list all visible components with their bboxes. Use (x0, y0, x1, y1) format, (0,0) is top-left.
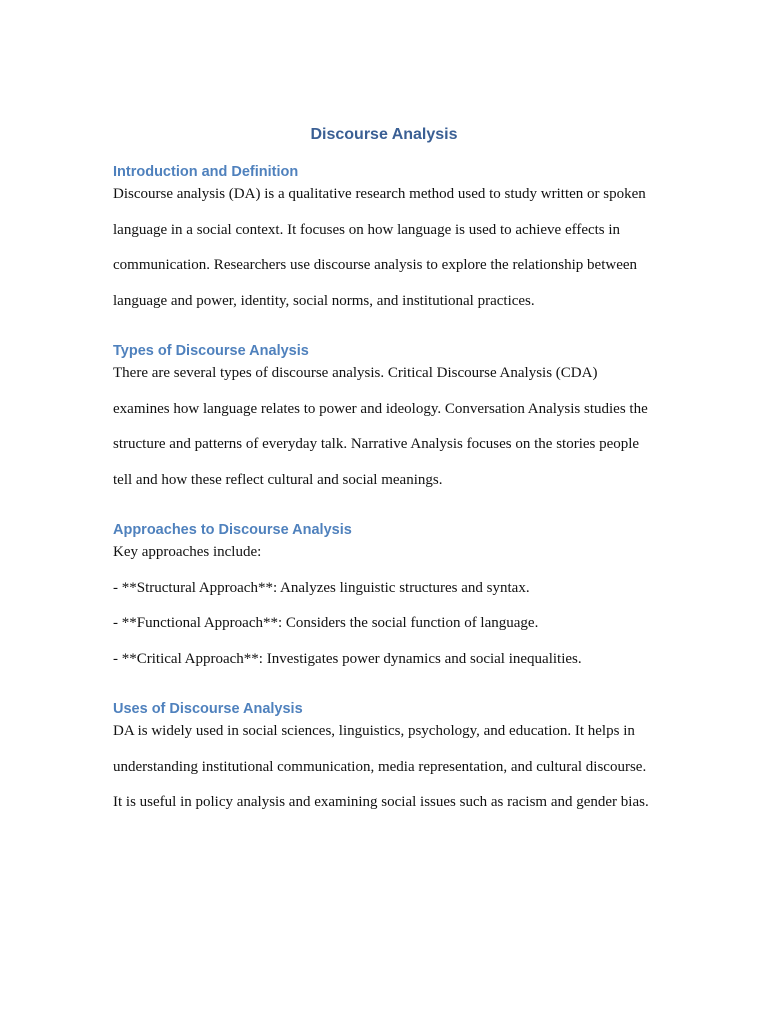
body-line: Key approaches include: (113, 544, 262, 560)
list-item: - **Critical Approach**: Investigates power dynamics and social inequalities. (113, 651, 582, 668)
section-heading: Uses of Discourse Analysis (113, 701, 303, 717)
list-item: - **Functional Approach**: Considers the social function of language. (113, 615, 539, 632)
body-line: understanding institutional communication, media representation, and cultural discourse. (113, 758, 647, 775)
body-line: language in a social context. It focuses on how language is used to achieve effects in (113, 221, 621, 238)
list-item: - **Structural Approach**: Analyzes linguistic structures and syntax. (113, 579, 530, 596)
section-heading: Introduction and Definition (113, 164, 299, 180)
section-body (113, 177, 673, 320)
body-line: communication. Researchers use discourse analysis to explore the relationship between (113, 257, 638, 274)
section-body (113, 714, 673, 821)
body-line: It is useful in policy analysis and examining social issues such as racism and gender bias. (113, 794, 649, 811)
body-line: examines how language relates to power and ideology. Conversation Analysis studies the (113, 400, 648, 417)
section-heading: Approaches to Discourse Analysis (113, 522, 352, 538)
body-line: language and power, identity, social norms, and institutional practices. (113, 293, 535, 310)
section-approaches (113, 519, 673, 678)
document-title: Discourse Analysis (310, 126, 458, 143)
section-heading: Types of Discourse Analysis (113, 343, 309, 359)
section-body (113, 535, 673, 678)
body-line: structure and patterns of everyday talk. Narrative Analysis focuses on the stories people (113, 436, 640, 453)
body-line: DA is widely used in social sciences, linguistics, psychology, and education. It helps in (113, 723, 635, 739)
section-introduction (113, 161, 673, 320)
section-body (113, 356, 673, 499)
section-uses (113, 698, 673, 821)
body-line: There are several types of discourse analysis. Critical Discourse Analysis (CDA) (113, 365, 598, 381)
body-line: Discourse analysis (DA) is a qualitative research method used to study written or spoken (113, 186, 646, 202)
body-line: tell and how these reflect cultural and social meanings. (113, 472, 443, 489)
section-types (113, 340, 673, 499)
